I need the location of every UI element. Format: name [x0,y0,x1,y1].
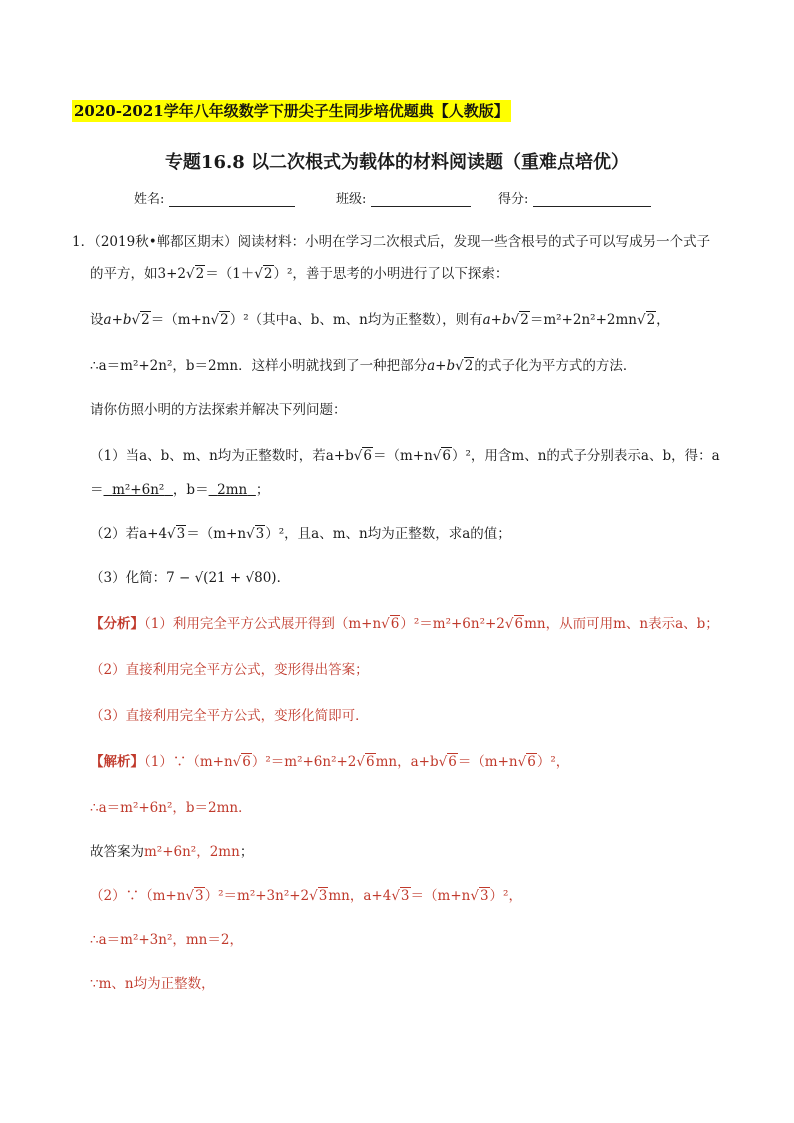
sqrt-symbol: √2 [186,266,205,282]
intro-text-c: ）²，善于思考的小明进行了以下探索： [273,266,509,282]
solution-4-text-c: mn，a+4 [328,888,392,904]
sqrt-symbol: √2 [636,312,656,328]
setup-text-a: 设 [90,312,104,328]
solution-text-c: mn，a+b [375,754,439,770]
sqrt-symbol: √2 [210,312,229,328]
part-1-text-c: ）²，用含m、n的式子分别表示a、b，得：a [452,448,720,464]
answer-a: m²+6n² [112,482,165,498]
sqrt-symbol: √6 [432,448,451,464]
solution-text-e: ）²， [536,754,570,770]
question-number: 1． [72,234,95,250]
sqrt-symbol: √2 [455,358,474,374]
setup-text-b: ＝（m+n [150,312,211,328]
radicand: 6 [242,754,251,770]
part-1-answer-line [90,480,269,500]
radicand: 2 [646,312,656,328]
sqrt-symbol: √6 [356,754,375,770]
radicand: 2 [220,312,229,328]
name-field [134,188,295,207]
solution-tag: 【解析】 [90,754,144,770]
solution-4-text-e: ）²， [489,888,522,904]
intro-text-a: 的平方，如3+2 [90,266,186,282]
solution-line-2: ∴a＝m²+6n²，b＝2mn． [90,800,252,816]
radicand: 2 [195,266,205,282]
part-3-line [90,568,290,588]
intro-text-b: ＝（1＋ [205,266,255,282]
sqrt-symbol: √6 [504,616,524,632]
answer-end: ； [255,482,270,498]
sqrt-symbol: √3 [309,888,328,904]
part-1-text-a: （1）当a、b、m、n均为正整数时，若a+b [90,448,354,464]
analysis-line-2: （2）直接利用完全平方公式，变形得出答案； [90,662,369,678]
sqrt-symbol: √6 [438,754,457,770]
therefore-text-b: 的式子化为平方式的方法． [474,358,637,374]
question-source: （2019秋•郸都区期末） [94,234,238,250]
solution-text-a: （1）∵（m+n [144,754,233,770]
solution-4-text-b: ）²＝m²+3n²+2 [204,888,310,904]
radicand: 2 [520,312,529,328]
analysis-tag: 【分析】 [90,616,144,632]
radicand: 6 [527,754,536,770]
sqrt-symbol: √3 [470,888,489,904]
sqrt-symbol: √3 [167,526,186,542]
radicand: 2 [141,312,150,328]
part-1-text-b: ＝（m+n [372,448,433,464]
answer-values: m²+6n²，2mn [144,844,240,860]
analysis-line-1 [90,614,719,634]
solution-line-4 [90,886,522,906]
part-1-line [90,446,720,466]
radicand: 6 [366,754,375,770]
question-setup-line: 设a+b√2＝（m+n√2）²（其中a、b、m、n均为正整数），则有a+b√2＝m²+2n²+2mn√2， [90,312,670,328]
solution-line-3 [90,842,253,862]
solution-4-text-d: ＝（m+n [410,888,471,904]
name-blank[interactable] [169,192,295,207]
radicand: 3 [176,526,186,542]
part-3-text-a: （3）化简： [90,570,167,586]
part-2-text-b: ＝（m+n [186,526,247,542]
setup-text-d: ＝m²+2n²+2mn [529,312,637,328]
solution-line-6: ∵m、n均为正整数， [90,976,215,992]
radicand: 2 [464,358,474,374]
score-label: 得分: [498,192,529,207]
solution-text-d: ＝（m+n [457,754,518,770]
part-2-text-a: （2）若a+4 [90,526,168,542]
part-2-text-c: ）²，且a、m、n均为正整数，求a的值； [265,526,511,542]
student-info-row [0,188,794,210]
part-3-text-end: ． [276,570,291,586]
radicand: 3 [479,888,489,904]
score-field [498,188,651,207]
class-blank[interactable] [371,192,471,207]
sqrt-symbol: √2 [510,312,529,328]
radicand: 6 [390,616,400,632]
sqrt-symbol: √3 [185,888,204,904]
part-3-radical: 7 − √(21 + √80) [166,570,277,586]
solution-4-text-a: （2）∵（m+n [90,888,186,904]
question-line-2 [90,264,508,284]
sqrt-symbol: √3 [246,526,265,542]
radicand: 6 [514,616,524,632]
answer-mid: ，b＝ [172,482,209,498]
answer-a-blank [104,482,173,498]
sqrt-symbol: √6 [353,448,372,464]
sqrt-symbol: √3 [391,888,410,904]
radicand: 6 [442,448,451,464]
answer-b: 2mn [217,482,248,498]
analysis-text-b: ）²＝m²+6n²+2 [400,616,505,632]
answer-prefix: ＝ [90,482,104,498]
class-label: 班级: [336,192,367,207]
setup-text-e: ， [656,312,670,328]
question-line-1 [72,232,710,252]
solution-text-b: ）²＝m²+6n²+2 [251,754,357,770]
sqrt-symbol: √6 [232,754,251,770]
sqrt-symbol: √2 [131,312,150,328]
radicand: 2 [263,266,273,282]
radicand: 3 [400,888,410,904]
radicand: 3 [195,888,204,904]
radicand: 6 [448,754,457,770]
solution-line-1 [90,752,569,772]
answer-end-mark: ； [239,844,254,860]
series-banner: 2020-2021学年八年级数学下册尖子生同步培优题典【人教版】 [74,102,509,120]
answer-intro: 故答案为 [90,844,144,860]
solution-line-5: ∴a＝m²+3n²，mn＝2， [90,932,243,948]
analysis-text-a: （1）利用完全平方公式展开得到（m+n [144,616,382,632]
therefore-text-a: ∴a＝m²+2n²，b＝2mn．这样小明就找到了一种把部分 [90,358,428,374]
answer-b-blank [209,482,256,498]
setup-text-c: ）²（其中a、b、m、n均为正整数），则有 [229,312,483,328]
question-intro-1: 阅读材料：小明在学习二次根式后，发现一些含根号的式子可以写成另一个式子 [237,234,711,250]
question-therefore-line: ∴a＝m²+2n²，b＝2mn．这样小明就找到了一种把部分a+b√2的式子化为平方式的方法． [90,358,637,374]
score-blank[interactable] [533,192,651,207]
radicand: 3 [318,888,328,904]
sqrt-symbol: √6 [517,754,536,770]
page-title: 专题16.8 以二次根式为载体的材料阅读题（重难点培优） [164,152,630,173]
part-2-line [90,524,511,544]
question-prompt: 请你仿照小明的方法探索并解决下列问题： [90,402,347,418]
radicand: 6 [363,448,372,464]
radicand: 3 [255,526,265,542]
name-label: 姓名: [134,192,165,207]
analysis-text-c: mn，从而可用m、n表示a、b； [524,616,719,632]
class-field [336,188,471,207]
sqrt-symbol: √2 [254,266,273,282]
sqrt-symbol: √6 [381,616,400,632]
analysis-line-3: （3）直接利用完全平方公式，变形化简即可． [90,708,369,724]
